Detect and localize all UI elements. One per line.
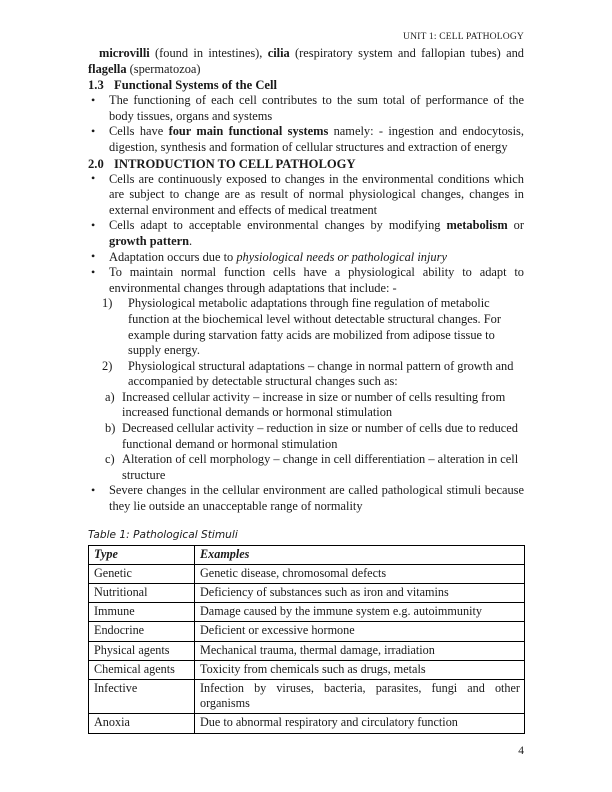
list-item	[88, 483, 524, 514]
bullet-icon: •	[91, 171, 96, 186]
intro-text-3: (spermatozoa)	[126, 61, 201, 76]
emphasis-physiological-needs: physiological needs or pathological injury	[236, 249, 447, 264]
table-row	[89, 641, 525, 660]
cell-type: Infective	[89, 680, 195, 714]
bullet-icon: •	[91, 249, 96, 264]
cell-type: Chemical agents	[89, 660, 195, 679]
alpha-item-text: Decreased cellular activity – reduction in size or number of cells due to reduced functional demand or hormonal stimulation	[122, 421, 518, 451]
heading-2-0	[88, 156, 524, 172]
table-row	[89, 660, 525, 679]
table-row	[89, 603, 525, 622]
cell-examples: Infection by viruses, bacteria, parasites, fungi and other organisms	[195, 680, 525, 714]
list-item	[88, 172, 524, 219]
cell-type: Anoxia	[89, 714, 195, 733]
column-header-type: Type	[89, 545, 195, 564]
pathological-stimuli-table	[88, 545, 525, 734]
bullet-icon: •	[91, 264, 96, 279]
bullet-text: Cells are continuously exposed to changes in the environmental conditions which are subject to change are as result of normal physiological changes, changes in external environment and effects of medical treatment	[109, 171, 524, 217]
page-number: 4	[518, 745, 524, 757]
numbered-item-text: Physiological metabolic adaptations through fine regulation of metabolic function at the biochemical level without detectable structural changes. For example during starvation fatty acids are mobilized from adipose tissue to supply energy.	[128, 296, 501, 358]
bullet-icon: •	[91, 482, 96, 497]
list-marker: c)	[105, 452, 115, 467]
list-marker: 1)	[102, 296, 113, 311]
list-item	[102, 296, 524, 358]
table-row	[89, 680, 525, 714]
list-item	[88, 124, 524, 155]
bullet-text: Severe changes in the cellular environment are called pathological stimuli because they lie outside an unacceptable range of normality	[109, 483, 524, 514]
table-row	[89, 584, 525, 603]
table-row	[89, 564, 525, 583]
table-caption: Table 1: Pathological Stimuli	[88, 528, 238, 541]
cell-examples: Due to abnormal respiratory and circulatory function	[195, 714, 525, 733]
bullet-icon: •	[91, 123, 96, 138]
list-item	[88, 265, 524, 296]
list-item	[105, 421, 524, 452]
cell-type: Nutritional	[89, 584, 195, 603]
page-content	[88, 46, 524, 734]
term-flagella: flagella	[88, 61, 127, 76]
cell-type: Endocrine	[89, 622, 195, 641]
list-marker: a)	[105, 389, 115, 404]
intro-text-2: (respiratory system and fallopian tubes) and	[289, 46, 524, 60]
intro-text-1: (found in intestines),	[149, 46, 268, 60]
heading-1-3	[88, 77, 524, 93]
heading-1-3-number: 1.3	[88, 78, 104, 93]
intro-paragraph-line-1	[88, 46, 524, 77]
bullet-icon: •	[91, 217, 96, 232]
heading-2-0-number: 2.0	[88, 156, 104, 171]
list-marker: b)	[105, 421, 116, 436]
adaptation-numbered-list	[88, 296, 524, 390]
emphasis-growth-pattern: growth pattern	[109, 233, 189, 248]
cell-examples: Toxicity from chemicals such as drugs, metals	[195, 660, 525, 679]
cell-type: Genetic	[89, 564, 195, 583]
numbered-item-text: Physiological structural adaptations – change in normal pattern of growth and accompanied by detectable structural changes such as:	[128, 358, 514, 389]
heading-2-0-title: INTRODUCTION TO CELL PATHOLOGY	[114, 156, 356, 171]
heading-1-3-title: Functional Systems of the Cell	[114, 78, 278, 93]
alpha-item-text: Alteration of cell morphology – change in cell differentiation – alteration in cell structure	[122, 452, 519, 482]
bullet-text: Cells adapt to acceptable environmental changes by modifying metabolism or growth pattern.	[109, 218, 524, 248]
bullet-text: Adaptation occurs due to physiological needs or pathological injury	[109, 249, 447, 264]
table-row	[89, 622, 525, 641]
list-item	[102, 359, 524, 390]
cell-examples: Deficient or excessive hormone	[195, 622, 525, 641]
list-item	[88, 250, 524, 266]
emphasis-four-main-functional-systems: four main functional systems	[168, 124, 329, 139]
list-item	[88, 93, 524, 124]
cell-type: Physical agents	[89, 641, 195, 660]
bullet-text: The functioning of each cell contributes to the sum total of performance of the body tissues, organs and systems	[109, 93, 524, 123]
section-2-0-bullet-list	[88, 172, 524, 297]
emphasis-metabolism: metabolism	[446, 218, 508, 233]
term-microvilli: microvilli	[99, 46, 150, 60]
section-2-0-final-bullet-list	[88, 483, 524, 514]
adaptation-alpha-list	[88, 390, 524, 484]
cell-examples: Damage caused by the immune system e.g. autoimmunity	[195, 603, 525, 622]
cell-examples: Deficiency of substances such as iron and vitamins	[195, 584, 525, 603]
table-header-row	[89, 545, 525, 564]
list-item	[105, 452, 524, 483]
running-header: UNIT 1: CELL PATHOLOGY	[403, 31, 524, 42]
term-cilia: cilia	[267, 46, 290, 60]
column-header-examples: Examples	[195, 545, 525, 564]
cell-type: Immune	[89, 603, 195, 622]
alpha-item-text: Increased cellular activity – increase in size or number of cells resulting from increased functional demands or hormonal stimulation	[122, 389, 506, 420]
bullet-text: Cells have four main functional systems namely: - ingestion and endocytosis, digestion, synthesis and formation of cellular structures and extraction of energy	[109, 124, 524, 154]
list-item	[105, 390, 524, 421]
table-row	[89, 714, 525, 733]
bullet-text: To maintain normal function cells have a physiological ability to adapt to environmental changes through adaptations that include: -	[109, 265, 524, 295]
bullet-icon: •	[91, 92, 96, 107]
cell-examples: Genetic disease, chromosomal defects	[195, 564, 525, 583]
list-item	[88, 218, 524, 249]
cell-examples: Mechanical trauma, thermal damage, irradiation	[195, 641, 525, 660]
list-marker: 2)	[102, 358, 113, 373]
section-1-3-bullet-list	[88, 93, 524, 155]
